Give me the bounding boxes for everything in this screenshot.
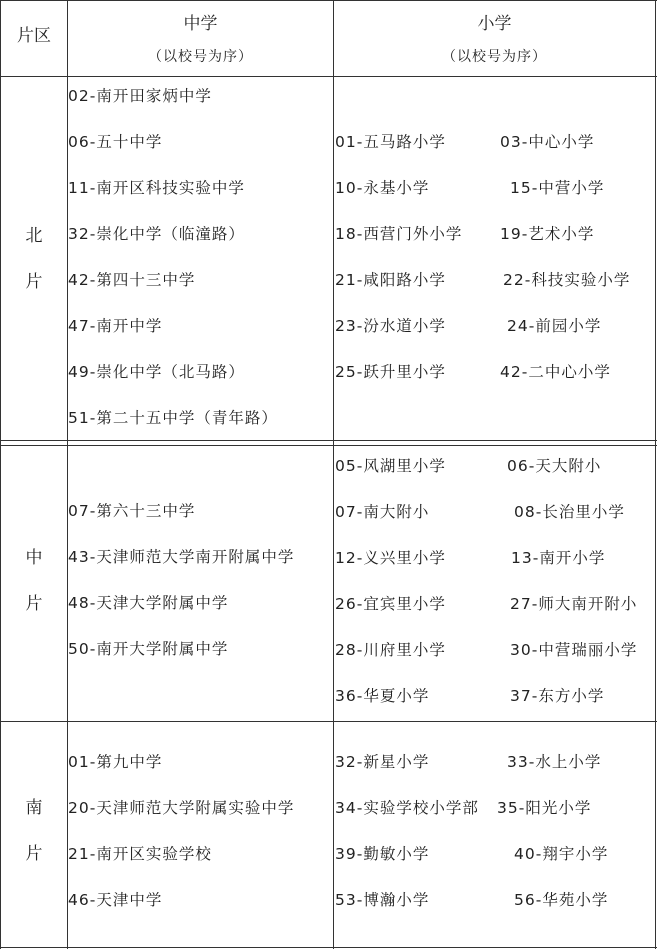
- primary-school-item: 27-师大南开附小: [510, 595, 638, 613]
- middle-school-header-note: （以校号为序）: [148, 49, 253, 65]
- primary-school-item: 35-阳光小学: [497, 799, 592, 817]
- primary-school-item: 32-新星小学: [335, 753, 430, 771]
- middle-school-item: 48-天津大学附属中学: [68, 594, 229, 612]
- primary-school-item: 10-永基小学: [335, 179, 430, 197]
- primary-school-item: 25-跃升里小学: [335, 363, 446, 381]
- middle-column-divider: [333, 0, 334, 949]
- primary-school-item: 40-翔宇小学: [514, 845, 609, 863]
- primary-school-item: 22-科技实验小学: [503, 271, 631, 289]
- central-top-border: [0, 445, 657, 446]
- primary-school-item: 30-中营瑞丽小学: [510, 641, 638, 659]
- primary-school-item: 39-勤敏小学: [335, 845, 430, 863]
- north-region-label-2: 片: [25, 272, 43, 292]
- middle-school-item: 07-第六十三中学: [68, 502, 196, 520]
- middle-school-item: 21-南开区实验学校: [68, 845, 212, 863]
- primary-school-item: 03-中心小学: [500, 133, 595, 151]
- primary-school-header-note: （以校号为序）: [442, 49, 547, 65]
- primary-school-item: 56-华苑小学: [514, 891, 609, 909]
- middle-school-item: 42-第四十三中学: [68, 271, 196, 289]
- central-region-label-2: 片: [25, 594, 43, 614]
- table-bottom-border: [0, 947, 657, 948]
- primary-school-item: 13-南开小学: [511, 549, 606, 567]
- primary-school-item: 33-水上小学: [507, 753, 602, 771]
- primary-school-item: 12-义兴里小学: [335, 549, 446, 567]
- primary-school-item: 53-博瀚小学: [335, 891, 430, 909]
- middle-school-header: 中学: [183, 14, 218, 34]
- middle-school-item: 11-南开区科技实验中学: [68, 179, 245, 197]
- primary-school-item: 07-南大附小: [335, 503, 430, 521]
- primary-school-item: 18-西营门外小学: [335, 225, 463, 243]
- middle-school-item: 51-第二十五中学（青年路）: [68, 409, 278, 427]
- primary-school-item: 01-五马路小学: [335, 133, 446, 151]
- primary-school-item: 08-长治里小学: [514, 503, 625, 521]
- middle-school-item: 06-五十中学: [68, 133, 163, 151]
- middle-school-item: 32-崇化中学（临潼路）: [68, 225, 245, 243]
- primary-school-item: 19-艺术小学: [500, 225, 595, 243]
- table-left-border: [0, 0, 1, 949]
- central-region-label-1: 中: [25, 548, 43, 568]
- middle-school-item: 47-南开中学: [68, 317, 163, 335]
- primary-school-header: 小学: [477, 14, 512, 34]
- south-region-label-2: 片: [25, 844, 43, 864]
- table-right-border: [655, 0, 656, 949]
- south-region-label-1: 南: [25, 798, 43, 818]
- primary-school-item: 36-华夏小学: [335, 687, 430, 705]
- primary-school-item: 21-咸阳路小学: [335, 271, 446, 289]
- north-region-label-1: 北: [25, 226, 43, 246]
- north-bottom-border: [0, 440, 657, 441]
- middle-school-item: 43-天津师范大学南开附属中学: [68, 548, 295, 566]
- middle-school-item: 46-天津中学: [68, 891, 163, 909]
- central-bottom-border: [0, 721, 657, 722]
- table-top-border: [0, 0, 657, 1]
- primary-school-item: 06-天大附小: [507, 457, 602, 475]
- primary-school-item: 42-二中心小学: [500, 363, 611, 381]
- header-bottom-border: [0, 76, 657, 77]
- primary-school-item: 05-风湖里小学: [335, 457, 446, 475]
- middle-school-item: 20-天津师范大学附属实验中学: [68, 799, 295, 817]
- primary-school-item: 28-川府里小学: [335, 641, 446, 659]
- district-header: 片区: [17, 26, 51, 46]
- primary-school-item: 26-宜宾里小学: [335, 595, 446, 613]
- primary-school-item: 15-中营小学: [510, 179, 605, 197]
- middle-school-item: 02-南开田家炳中学: [68, 87, 212, 105]
- primary-school-item: 37-东方小学: [510, 687, 605, 705]
- primary-school-item: 24-前园小学: [507, 317, 602, 335]
- middle-school-item: 50-南开大学附属中学: [68, 640, 229, 658]
- middle-school-item: 49-崇化中学（北马路）: [68, 363, 245, 381]
- primary-school-item: 34-实验学校小学部: [335, 799, 479, 817]
- primary-school-item: 23-汾水道小学: [335, 317, 446, 335]
- middle-school-item: 01-第九中学: [68, 753, 163, 771]
